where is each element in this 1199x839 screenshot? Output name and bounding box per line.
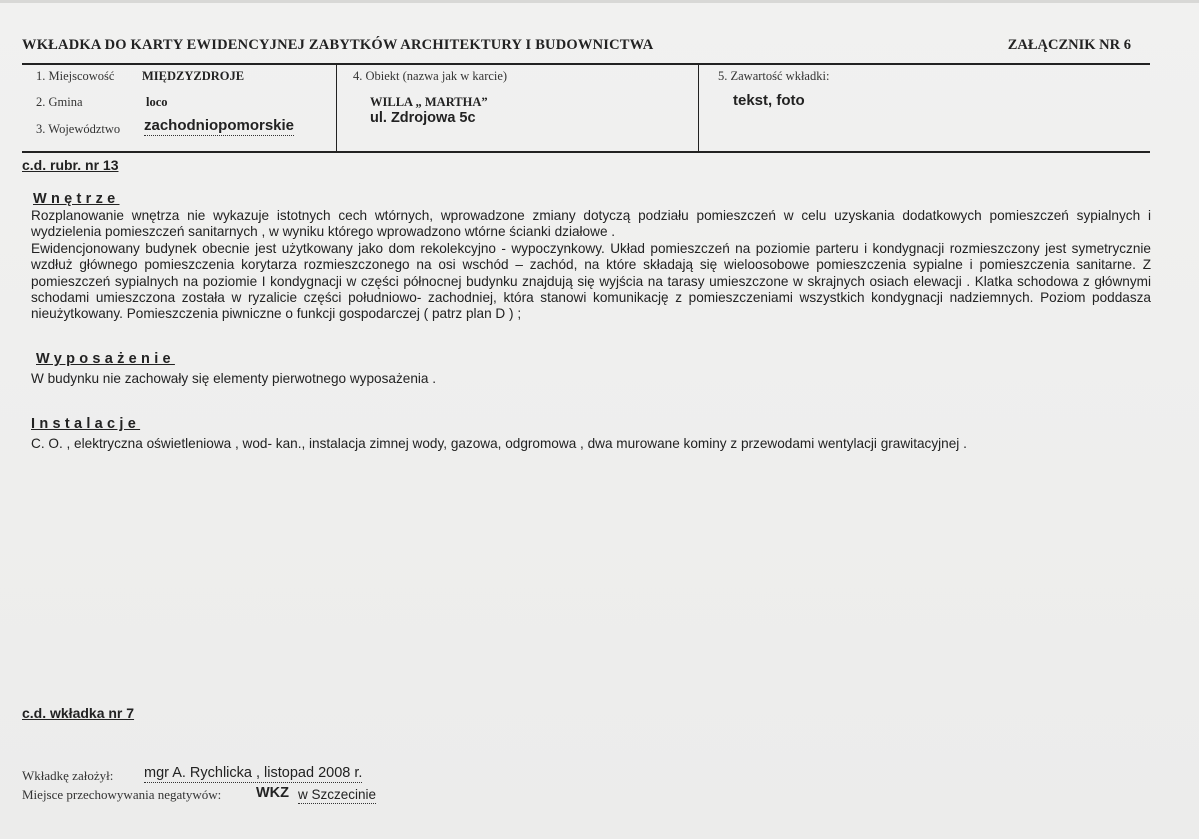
negatives-label: Miejsce przechowywania negatywów: [22, 787, 222, 802]
commune-value: loco [146, 95, 168, 109]
interior-paragraph-1: Rozplanowanie wnętrza nie wykazuje istotnych cech wtórnych, wprowadzone zmiany dotyczą podziału pomieszczeń w celu uzyskania dodatkowych pomieszczeń sypialnych i wydzielenia pomieszczeń sanitarnych , w wyniku którego wprowadzono wtórne ścianki działowe . [31, 208, 1151, 240]
annex-number: ZAŁĄCZNIK NR 6 [1007, 37, 1131, 53]
installations-heading: Instalacje [31, 416, 141, 432]
voivodeship-label: 3. Województwo [36, 122, 121, 136]
continuation-insert: c.d. wkładka nr 7 [22, 705, 135, 721]
column-divider-1 [336, 65, 337, 152]
installations-text: C. O. , elektryczna oświetleniowa , wod- kan., instalacja zimnej wody, gazowa, odgromowa , dwa murowane kominy z przewodami wentylacji grawitacyjnej . [31, 436, 967, 451]
document-title: WKŁADKA DO KARTY EWIDENCYJNEJ ZABYTKÓW ARCHITEKTURY I BUDOWNICTWA [22, 37, 654, 53]
contents-label: 5. Zawartość wkładki: [718, 69, 830, 83]
scan-edge [0, 0, 1199, 3]
locality-label: 1. Miejscowość [36, 69, 115, 83]
negatives-value-place: w Szczecinie [298, 787, 377, 802]
founded-value: mgr A. Rychlicka , listopad 2008 r. [144, 765, 363, 781]
commune-label: 2. Gmina [36, 95, 83, 109]
negatives-value-main: WKZ [256, 785, 290, 801]
interior-heading: Wnętrze [33, 191, 120, 207]
interior-paragraph-2: Ewidencjonowany budynek obecnie jest użytkowany jako dom rekolekcyjno - wypoczynkowy. Układ pomieszczeń na poziomie parteru i kondygnacji rozmieszczony jest symetrycznie wzdłuż głównego pomieszczenia korytarza rozmieszczonego na osi wschód – zachód, na które składają się wieloosobowe pomieszczenia sypialne i pomieszczenia sanitarne. Z pomieszczeń sypialnych na poziomie I kondygnacji w części północnej budynku znajdują się wyjścia na tarasy umieszczone w skrajnych osiach elewacji . Klatka schodowa z głównymi schodami umieszczona została w ryzalicie części południowo- zachodniej, która stanowi komunikację z pomieszczeniami wszystkich kondygnacji nadziemnych. Poziom poddasza nieużytkowany. Pomieszczenia piwniczne o funkcji gospodarczej ( patrz plan D ) ; [31, 240, 1151, 322]
column-divider-2 [698, 65, 699, 152]
header-rule-top [22, 63, 1150, 65]
contents-value: tekst, foto [733, 92, 805, 109]
locality-value: MIĘDZYZDROJE [142, 69, 245, 83]
interior-text [31, 208, 1151, 323]
equipment-heading: Wyposażenie [36, 351, 175, 367]
object-label: 4. Obiekt (nazwa jak w karcie) [353, 69, 508, 83]
continuation-reference: c.d. rubr. nr 13 [22, 157, 119, 173]
equipment-text: W budynku nie zachowały się elementy pierwotnego wyposażenia . [31, 371, 437, 386]
object-address: ul. Zdrojowa 5c [370, 110, 476, 126]
object-name: WILLA „ MARTHA” [370, 95, 488, 109]
voivodeship-value: zachodniopomorskie [144, 117, 295, 134]
header-rule-bottom [22, 151, 1150, 153]
founded-label: Wkładkę założył: [22, 768, 114, 783]
